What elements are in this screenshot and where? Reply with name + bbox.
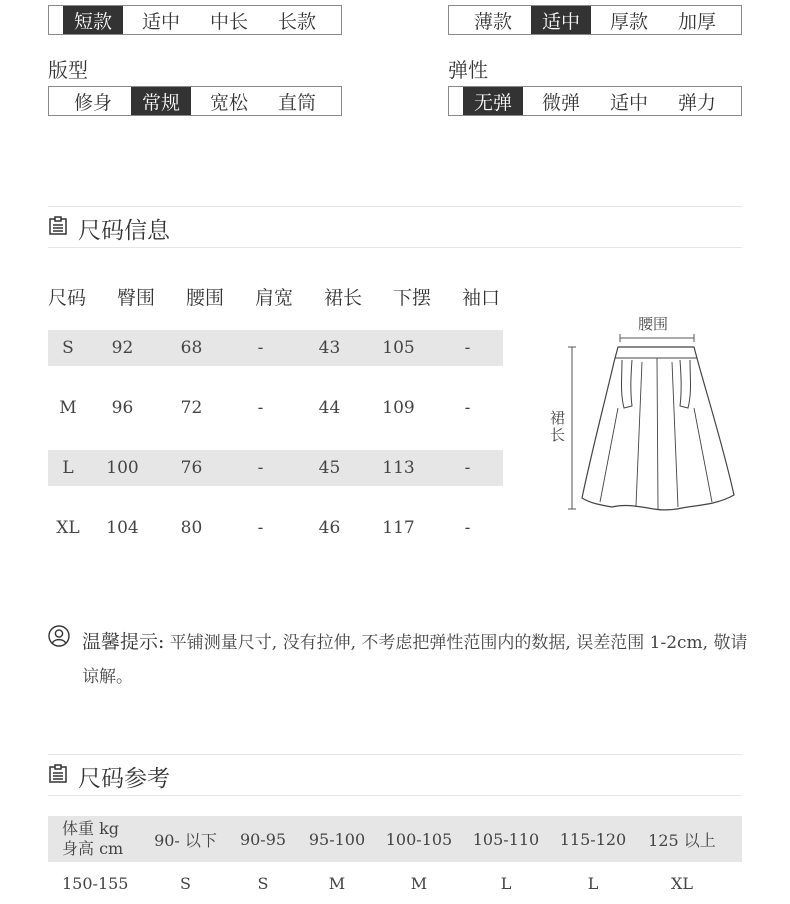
cell: - — [257, 398, 264, 418]
cell: S — [62, 338, 74, 358]
header-cell: 肩宽 — [255, 287, 294, 309]
thickness-option[interactable]: 加厚 — [677, 10, 716, 33]
header-cell: 尺码 — [48, 287, 87, 309]
fit-selector — [48, 86, 342, 116]
thickness-selector — [448, 5, 742, 35]
length-option[interactable]: 适中 — [141, 10, 180, 33]
header-cell: 裙长 — [324, 287, 363, 309]
cell: 45 — [318, 458, 341, 478]
cell: 72 — [180, 398, 203, 418]
length-option[interactable]: 短款 — [63, 6, 123, 34]
cell: 104 — [106, 518, 139, 538]
size-ref-header — [48, 816, 742, 862]
cell: 113 — [382, 458, 415, 478]
cell: - — [257, 338, 264, 358]
table-row — [48, 330, 503, 366]
cell: - — [464, 518, 471, 538]
header-cell: 腰围 — [186, 287, 225, 309]
cell: - — [257, 458, 264, 478]
length-selector — [48, 5, 342, 35]
cell: XL — [670, 874, 693, 893]
thickness-option[interactable]: 薄款 — [473, 10, 512, 33]
cell: - — [464, 398, 471, 418]
clipboard-icon — [48, 764, 68, 790]
header-cell: 90-95 — [239, 829, 287, 849]
length-label: 裙长 — [550, 409, 566, 444]
weight-unit-label: 体重 kg — [62, 819, 120, 838]
cell: 92 — [111, 338, 134, 358]
cell: 117 — [382, 518, 415, 538]
cell: 43 — [318, 338, 341, 358]
header-cell: 95-100 — [308, 829, 366, 849]
cell: 76 — [180, 458, 203, 478]
section-title-text: 尺码信息 — [78, 218, 170, 244]
header-cell: 125 以上 — [648, 830, 716, 850]
size-table-header — [48, 283, 531, 310]
header-cell: 90- 以下 — [154, 830, 217, 850]
header-cell: 105-110 — [472, 829, 540, 849]
fit-option[interactable]: 直筒 — [277, 91, 316, 114]
tip-lead: 温馨提示: — [82, 631, 165, 653]
cell: 44 — [318, 398, 341, 418]
divider — [48, 206, 742, 207]
thickness-option[interactable]: 厚款 — [609, 10, 648, 33]
cell: 96 — [111, 398, 134, 418]
user-icon — [48, 625, 70, 651]
section-title-text: 尺码参考 — [78, 766, 170, 792]
cell: L — [62, 458, 74, 478]
tip-body: 平铺测量尺寸, 没有拉伸, 不考虑把弹性范围内的数据, 误差范围 1-2cm, 敬请谅解。 — [82, 633, 748, 687]
fit-option[interactable]: 修身 — [73, 91, 112, 114]
header-cell: 115-120 — [559, 829, 627, 849]
divider — [48, 754, 742, 755]
table-row — [48, 450, 503, 486]
cell: - — [464, 338, 471, 358]
cell: L — [500, 874, 512, 893]
cell: S — [180, 874, 191, 893]
cell: XL — [56, 518, 80, 538]
size-info-title — [48, 212, 170, 245]
table-row — [48, 390, 503, 426]
cell: 100 — [106, 458, 139, 478]
cell: 80 — [180, 518, 203, 538]
length-option[interactable]: 中长 — [209, 10, 248, 33]
elasticity-option[interactable]: 弹力 — [677, 91, 716, 114]
cell: 46 — [318, 518, 341, 538]
cell: L — [587, 874, 599, 893]
header-cell: 100-105 — [385, 829, 453, 849]
header-cell: 袖口 — [462, 287, 501, 309]
thickness-option[interactable]: 适中 — [531, 6, 591, 34]
elasticity-label: 弹性 — [448, 58, 488, 82]
fit-option[interactable]: 宽松 — [209, 91, 248, 114]
tip-text-block — [82, 625, 752, 694]
cell: 109 — [382, 398, 415, 418]
cell: - — [464, 458, 471, 478]
cell: 105 — [382, 338, 415, 358]
size-ref-title — [48, 760, 170, 793]
table-row — [48, 874, 742, 904]
header-cell: 下摆 — [393, 287, 432, 309]
elasticity-option[interactable]: 无弹 — [463, 87, 523, 115]
cell: 68 — [180, 338, 203, 358]
waist-label: 腰围 — [638, 315, 669, 333]
divider — [48, 795, 742, 796]
elasticity-option[interactable]: 适中 — [609, 91, 648, 114]
fit-option[interactable]: 常规 — [131, 87, 191, 115]
cell: M — [410, 874, 428, 893]
fit-label: 版型 — [48, 58, 88, 82]
cell: S — [257, 874, 269, 893]
elasticity-option[interactable]: 微弹 — [541, 91, 580, 114]
divider — [48, 247, 742, 248]
skirt-diagram — [540, 310, 750, 520]
header-cell: 臀围 — [117, 287, 156, 309]
cell: - — [257, 518, 264, 538]
clipboard-icon — [48, 216, 68, 242]
header-corner — [48, 819, 148, 859]
cell: M — [59, 398, 77, 418]
cell: M — [328, 874, 346, 893]
height-unit-label: 身高 cm — [62, 839, 124, 858]
length-option[interactable]: 长款 — [277, 10, 316, 33]
table-row — [48, 510, 503, 546]
elasticity-selector — [448, 86, 742, 116]
height-cell: 150-155 — [62, 874, 129, 893]
